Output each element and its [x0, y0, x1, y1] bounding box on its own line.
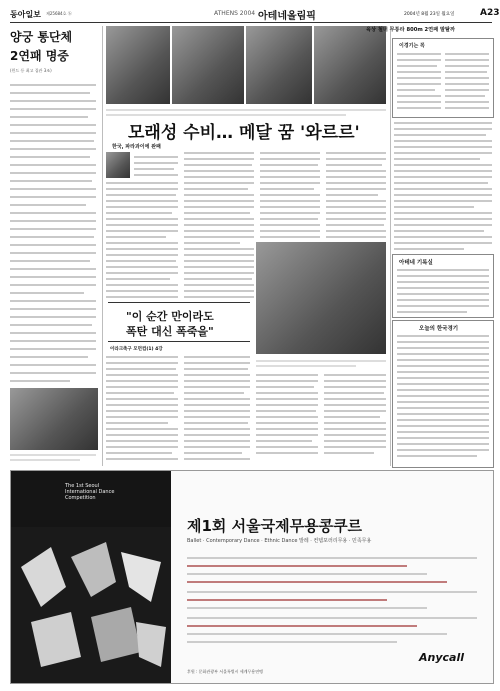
pullquote-line-1: "이 순간 만이라도: [126, 310, 214, 323]
story-box-title: 이경기는 꼭: [399, 43, 425, 49]
main-story: [106, 26, 386, 466]
iraq-fans-photo: [256, 242, 386, 354]
coach-photo: [106, 152, 130, 178]
left-column: [10, 26, 98, 466]
archery-photo: [10, 388, 98, 450]
right-top-headline: 육상 철녀 무통라 800m 2연패 말탈까: [366, 27, 456, 33]
masthead: [10, 6, 500, 23]
pullquote-box: [108, 302, 250, 342]
schedule-box: [392, 254, 494, 318]
left-headline-2: 2연패 명중: [10, 49, 69, 63]
player-photo-2: [172, 26, 244, 104]
page-number: A23: [480, 8, 500, 18]
ad-footer: 후원 : 문화관광부 서울특별시 세계무용연맹: [187, 669, 263, 674]
schedule-title: 아테네 기록실: [399, 260, 433, 266]
story-box: [392, 38, 494, 118]
dance-competition-ad: [10, 470, 494, 684]
main-subhead: 한국, 파라과이에 완패: [112, 144, 161, 150]
ad-title: 제1회 서울국제무용콩쿠르: [187, 517, 363, 535]
today-korea-box: [392, 320, 494, 468]
left-headline-1: 양궁 통단체: [10, 30, 73, 44]
player-photo-4: [314, 26, 386, 104]
iraq-byline: 이라크축구 모먼컵(1) 4강: [110, 347, 163, 352]
date-label: 2004년 8월 23일 월요일: [404, 12, 455, 17]
today-korea-title: 오늘의 한국경기: [419, 326, 459, 332]
pullquote-line-2: 폭탄 대신 폭죽을": [126, 325, 214, 338]
paper-name: 동아일보: [10, 10, 41, 19]
right-column: [366, 26, 492, 466]
player-photo-1: [106, 26, 170, 104]
issue-number: 제25684호 ⓑ: [46, 11, 72, 16]
main-headline: 모래성 수비… 메달 꿈 '와르르': [128, 123, 360, 143]
ad-art-panel: [11, 471, 171, 683]
event-label: ATHENS 2004: [214, 10, 256, 17]
dancers-graphic: [11, 527, 171, 683]
ad-small-title: The 1st Seoul International Dance Competition: [65, 483, 115, 501]
player-photo-3: [246, 26, 312, 104]
ad-sponsor: Anycall: [419, 651, 464, 664]
section-title: 아테네올림픽: [258, 11, 316, 22]
left-byline: (윈드 등 최고 집관 3조): [10, 68, 52, 73]
ad-subtitle: Ballet · Contemporary Dance · Ethnic Dance 발레 · 컨템포러리무용 · 민족무용: [187, 538, 372, 544]
